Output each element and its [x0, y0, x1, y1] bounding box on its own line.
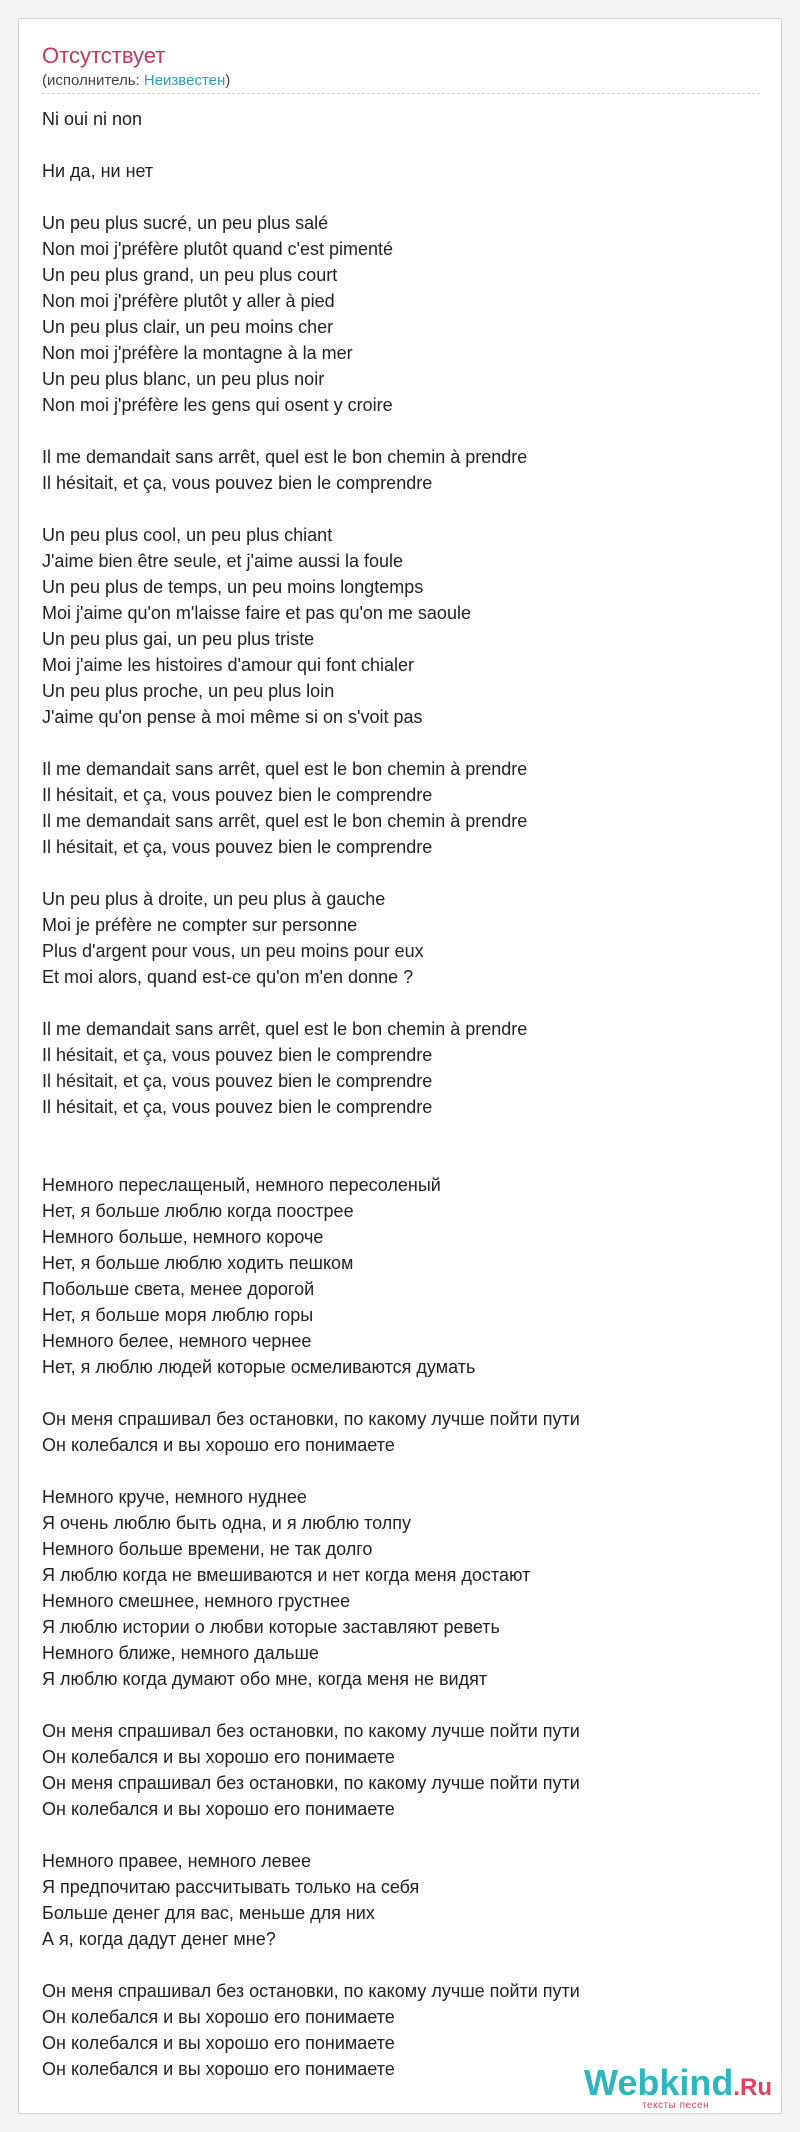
logo-word: Webkind: [584, 2062, 734, 2103]
lyric-line: Il hésitait, et ça, vous pouvez bien le comprendre: [42, 837, 433, 857]
lyric-line: Un peu plus gai, un peu plus triste: [42, 629, 315, 649]
lyric-line: Un peu plus à droite, un peu plus à gauche: [42, 889, 386, 909]
lyric-line: Он колебался и вы хорошо его понимаете: [42, 2059, 395, 2079]
lyric-line: Я люблю когда думают обо мне, когда меня не видят: [42, 1669, 488, 1689]
lyric-line: Il me demandait sans arrêt, quel est le bon chemin à prendre: [42, 759, 528, 779]
lyric-line: Он колебался и вы хорошо его понимаете: [42, 1799, 395, 1819]
title-divider: [42, 93, 760, 94]
lyric-blank-line: [42, 496, 580, 522]
lyric-line: Non moi j'préfère les gens qui osent y croire: [42, 395, 393, 415]
lyric-line: Il hésitait, et ça, vous pouvez bien le comprendre: [42, 785, 433, 805]
lyric-line: Moi j'aime les histoires d'amour qui font chialer: [42, 655, 415, 675]
logo-tld: .Ru: [733, 2074, 773, 2101]
lyric-line: Немного круче, немного нуднее: [42, 1487, 307, 1507]
lyric-line: Нет, я больше люблю когда поострее: [42, 1201, 354, 1221]
lyric-line: Moi j'aime qu'on m'laisse faire et pas qu'on me saoule: [42, 603, 471, 623]
lyrics-body: [42, 106, 580, 2082]
lyric-line: Un peu plus clair, un peu moins cher: [42, 317, 334, 337]
performer-suffix: ): [225, 72, 231, 89]
lyric-line: Нет, я больше люблю ходить пешком: [42, 1253, 354, 1273]
lyric-line: Я предпочитаю рассчитывать только на себя: [42, 1877, 420, 1897]
lyric-line: А я, когда дадут денег мне?: [42, 1929, 276, 1949]
lyric-line: Moi je préfère ne compter sur personne: [42, 915, 358, 935]
lyric-line: Он колебался и вы хорошо его понимаете: [42, 2033, 395, 2053]
lyric-line: Нет, я больше моря люблю горы: [42, 1305, 314, 1325]
lyric-blank-line: [42, 132, 580, 158]
lyric-line: Un peu plus blanc, un peu plus noir: [42, 369, 325, 389]
lyric-line: Un peu plus grand, un peu plus court: [42, 265, 338, 285]
lyric-line: Он колебался и вы хорошо его понимаете: [42, 1435, 395, 1455]
performer-link[interactable]: Неизвестен: [143, 72, 226, 89]
lyric-line: Un peu plus proche, un peu plus loin: [42, 681, 335, 701]
performer-prefix: (исполнитель:: [42, 72, 144, 89]
lyric-line: Un peu plus sucré, un peu plus salé: [42, 213, 329, 233]
lyric-line: Il hésitait, et ça, vous pouvez bien le comprendre: [42, 1097, 433, 1117]
lyric-line: Он меня спрашивал без остановки, по какому лучше пойти пути: [42, 1773, 580, 1793]
lyric-line: Он меня спрашивал без остановки, по какому лучше пойти пути: [42, 1409, 580, 1429]
lyric-line: Он меня спрашивал без остановки, по какому лучше пойти пути: [42, 1981, 580, 2001]
logo-tagline: тексты песен: [642, 2100, 710, 2111]
lyric-line: Non moi j'préfère plutôt y aller à pied: [42, 291, 335, 311]
lyric-line: Il me demandait sans arrêt, quel est le bon chemin à prendre: [42, 811, 528, 831]
lyric-line: Немного белее, немного чернее: [42, 1331, 312, 1351]
lyric-blank-line: [42, 1458, 580, 1484]
lyric-line: Нет, я люблю людей которые осмеливаются думать: [42, 1357, 476, 1377]
lyric-line: Он меня спрашивал без остановки, по какому лучше пойти пути: [42, 1721, 580, 1741]
lyric-line: Un peu plus cool, un peu plus chiant: [42, 525, 333, 545]
lyric-blank-line: [42, 184, 580, 210]
lyric-line: Больше денег для вас, меньше для них: [42, 1903, 375, 1923]
lyric-line: Et moi alors, quand est-ce qu'on m'en donne ?: [42, 967, 414, 987]
lyric-line: Non moi j'préfère plutôt quand c'est pimenté: [42, 239, 394, 259]
lyric-line: Un peu plus de temps, un peu moins longtemps: [42, 577, 424, 597]
lyric-line: Il me demandait sans arrêt, quel est le bon chemin à prendre: [42, 1019, 528, 1039]
lyric-line: Немного правее, немного левее: [42, 1851, 312, 1871]
lyric-line: Ni oui ni non: [42, 109, 143, 129]
lyric-blank-line: [42, 1692, 580, 1718]
lyric-line: Немного переслащеный, немного пересоленый: [42, 1175, 441, 1195]
lyric-line: Non moi j'préfère la montagne à la mer: [42, 343, 353, 363]
lyric-line: Я люблю истории о любви которые заставляют реветь: [42, 1617, 500, 1637]
site-logo[interactable]: [584, 2064, 774, 2114]
lyric-blank-line: [42, 1952, 580, 1978]
lyric-line: J'aime bien être seule, et j'aime aussi la foule: [42, 551, 404, 571]
lyric-blank-line: [42, 860, 580, 886]
lyric-line: Я очень люблю быть одна, и я люблю толпу: [42, 1513, 411, 1533]
lyric-line: Plus d'argent pour vous, un peu moins pour eux: [42, 941, 424, 961]
lyric-blank-line: [42, 418, 580, 444]
lyric-line: Il hésitait, et ça, vous pouvez bien le comprendre: [42, 1071, 433, 1091]
lyric-line: Немного больше времени, не так долго: [42, 1539, 373, 1559]
lyric-line: Он колебался и вы хорошо его понимаете: [42, 1747, 395, 1767]
lyric-line: Побольше света, менее дорогой: [42, 1279, 315, 1299]
lyric-blank-line: [42, 990, 580, 1016]
lyric-line: Il hésitait, et ça, vous pouvez bien le comprendre: [42, 1045, 433, 1065]
lyric-line: Немного ближе, немного дальше: [42, 1643, 319, 1663]
lyric-line: Я люблю когда не вмешиваются и нет когда меня достают: [42, 1565, 531, 1585]
song-title: Отсутствует: [42, 43, 166, 68]
lyric-line: J'aime qu'on pense à moi même si on s'voit pas: [42, 707, 423, 727]
lyric-line: Il hésitait, et ça, vous pouvez bien le comprendre: [42, 473, 433, 493]
lyric-line: Il me demandait sans arrêt, quel est le bon chemin à prendre: [42, 447, 528, 467]
lyric-blank-line: [42, 1822, 580, 1848]
performer-line: [42, 72, 230, 90]
lyric-line: Ни да, ни нет: [42, 161, 154, 181]
lyric-blank-line: [42, 730, 580, 756]
lyric-line: Немного больше, немного короче: [42, 1227, 324, 1247]
lyric-line: Немного смешнее, немного грустнее: [42, 1591, 351, 1611]
lyric-blank-line: [42, 1380, 580, 1406]
lyric-blank-line: [42, 1120, 580, 1146]
lyric-blank-line: [42, 1146, 580, 1172]
lyric-line: Он колебался и вы хорошо его понимаете: [42, 2007, 395, 2027]
